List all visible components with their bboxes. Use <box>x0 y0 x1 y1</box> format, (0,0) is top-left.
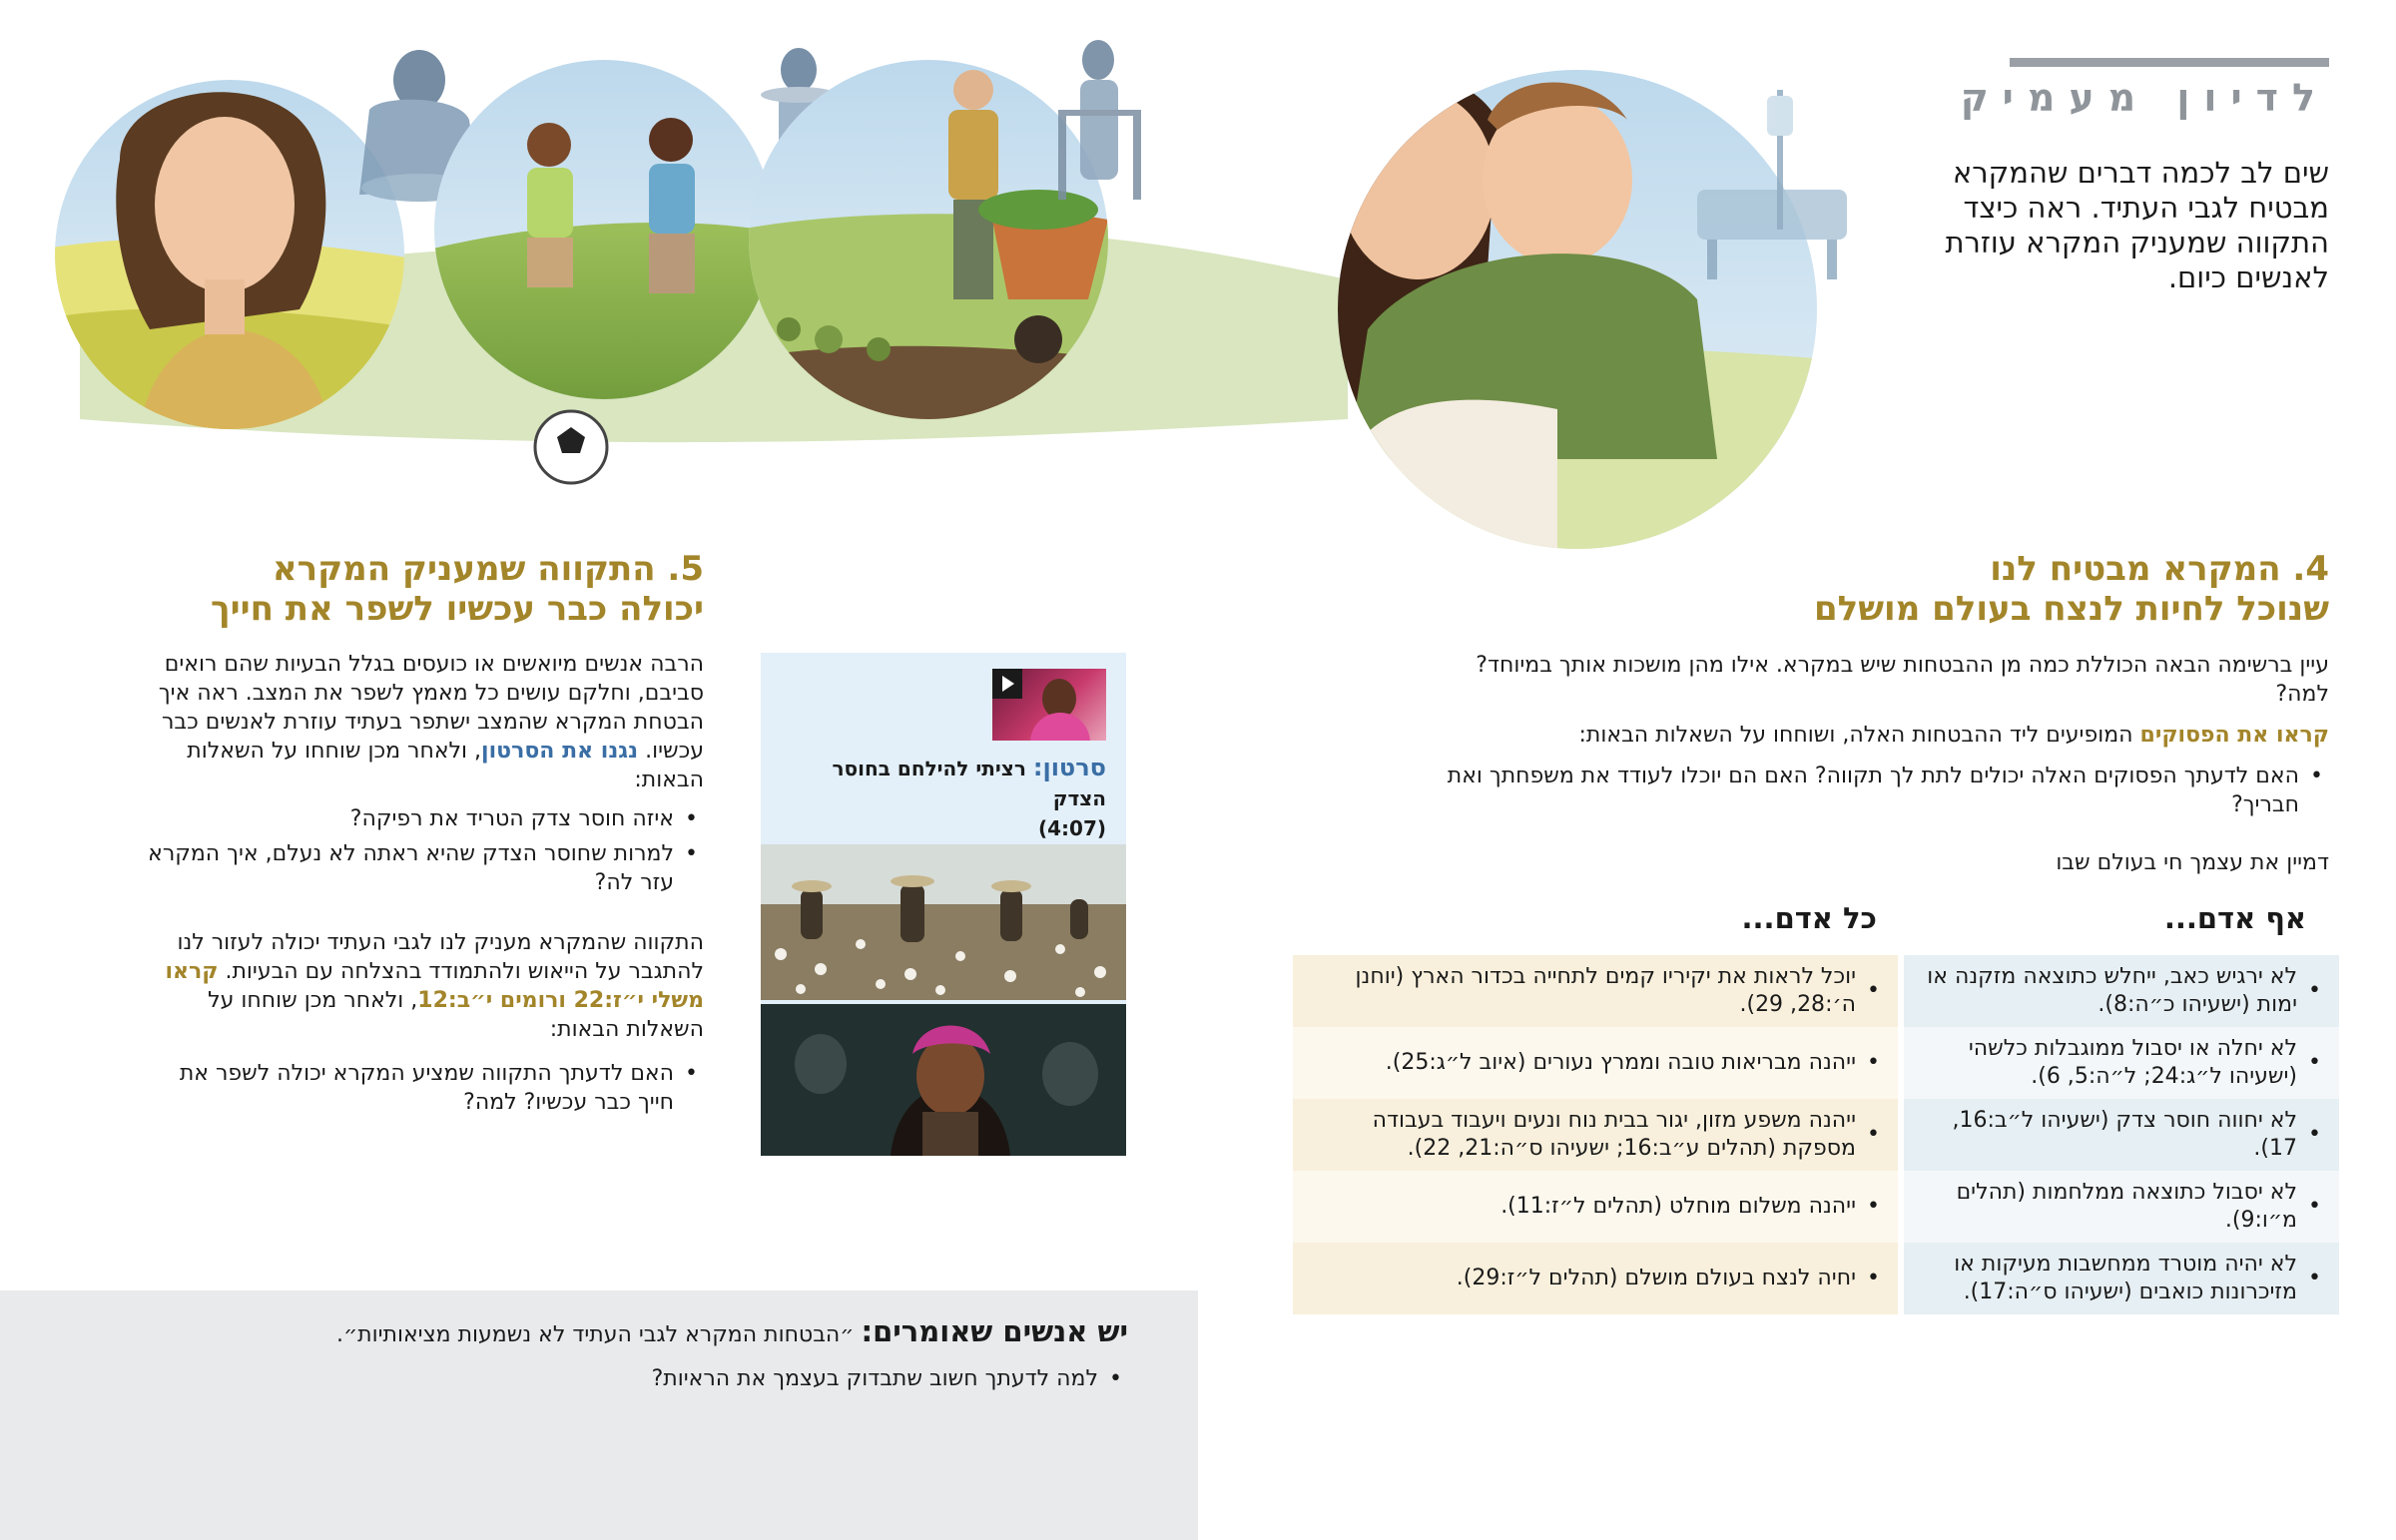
section-5-paragraph-1-start: הרבה אנשים מיואשים או כועסים בגלל הבעיות שהם רואים סביבם, וחלקם עושים כל מאמץ לשפר את המצב. ראה איך הבטחת המקרא שהמצב ישתפר בעתיד עוזרת לאנשים כבר עכשיו. <box>158 652 704 764</box>
section-4-heading <box>1431 549 2329 629</box>
some-people-say-text <box>80 1314 1128 1349</box>
table-row <box>1291 1171 2339 1243</box>
video-title-text: רציתי להילחם בחוסר הצדק <box>832 757 1106 810</box>
section-4-questions <box>1431 762 2329 819</box>
video-label: סרטון: <box>1032 754 1106 781</box>
table-row <box>1291 1027 2339 1099</box>
some-people-say-question: • למה לדעתך חשוב שתבדוק בעצמך את הראיות? <box>80 1364 1128 1393</box>
no-one-cell: • לא ירגיש כאב, ייחלש כתוצאה מזקנה או ימות (ישעיהו כ״ה:8). <box>1904 955 2339 1027</box>
section-5-question: • איזה חוסר צדק הטריד את רפיקה? <box>145 804 704 833</box>
section-4-heading-line2: שנוכל לחיות לנצח בעולם מושלם <box>1814 589 2329 629</box>
table-row <box>1291 1099 2339 1171</box>
everyone-cell: • ייהנה משפע מזון, יגור בבית נוח ונעים ויעבוד בעבודה מספקת (תהלים ע״ב:16; ישעיהו ס״ה:21, 22). <box>1293 1099 1898 1171</box>
page-title: לדיון מעמיק <box>1960 76 2329 120</box>
no-one-cell: • לא יהיה מוטרד ממחשבות מעיקות או מזיכרונות כואבים (ישעיהו ס״ה:17). <box>1904 1243 2339 1314</box>
everyone-cell: • יחיה לנצח בעולם מושלם (תהלים ל״ז:29). <box>1293 1243 1898 1314</box>
play-icon[interactable] <box>992 669 1022 699</box>
no-one-cell: • לא יסבול כתוצאה ממלחמות (תהלים מ״ו:9). <box>1904 1171 2339 1243</box>
title-rule <box>2010 58 2329 67</box>
play-video-link[interactable]: נגנו את הסרטון <box>481 739 639 764</box>
section-5-paragraph-2-end: , ולאחר מכן שוחחו על השאלות הבאות: <box>208 988 704 1042</box>
section-4-paragraph-1: עיין ברשימה הבאה הכוללת כמה מן ההבטחות שיש במקרא. אילו מהן מושכות אותך במיוחד? למה? <box>1476 653 2329 707</box>
section-5-heading <box>5 549 704 629</box>
no-one-cell: • לא יחלה או יסבול ממוגבלות כלשהי (ישעיהו ל״ג:24; ל״ה:5, 6). <box>1904 1027 2339 1099</box>
everyone-cell: • ייהנה משלום מוחלט (תהלים ל״ז:11). <box>1293 1171 1898 1243</box>
thumbnail-body <box>1030 713 1090 741</box>
section-5-question: • למרות שחוסר הצדק שהיא ראתה לא נעלם, איך המקרא עזר לה? <box>145 839 704 897</box>
section-4-heading-line1: 4. המקרא מבטיח לנו <box>1990 549 2329 589</box>
section-5-paragraph-1 <box>145 650 704 794</box>
some-people-say-quote: ״הבטחות המקרא לגבי העתיד לא נשמעות מציאותיות״. <box>335 1322 862 1347</box>
promises-table <box>1291 955 2339 1314</box>
section-5-questions-2 <box>145 1059 704 1117</box>
read-verses-highlight: קראו את הפסוקים <box>2139 723 2329 748</box>
section-4-paragraph-3: דמיין את עצמך חי בעולם שבו <box>2056 850 2329 875</box>
table-row <box>1291 955 2339 1027</box>
table-row <box>1291 1243 2339 1314</box>
everyone-cell: • יוכל לראות את יקיריו קמים לתחייה בכדור הארץ (יוחנן ה׳:28, 29). <box>1293 955 1898 1027</box>
section-5-question: • האם לדעתך התקווה שמציע המקרא יכולה לשפר את חייך כבר עכשיו? למה? <box>145 1059 704 1117</box>
video-title[interactable] <box>787 753 1106 843</box>
section-5-heading-line2: יכולה כבר עכשיו לשפר את חייך <box>210 589 704 629</box>
mother-hugging-child-image <box>1258 60 1827 559</box>
some-people-say-questions <box>80 1364 1128 1393</box>
section-5-paragraph-2 <box>145 928 704 1044</box>
no-one-cell: • לא יחווה חוסר צדק (ישעיהו ל״ב:16, 17). <box>1904 1099 2339 1171</box>
section-4-question: • האם לדעתך הפסוקים האלה יכולים לתת לך תקווה? האם הם יוכלו לעודד את משפחתך ואת חבריך? <box>1431 762 2329 819</box>
section-4-paragraph-2-rest: המופיעים ליד ההבטחות האלה, ושוחחו על השאלות הבאות: <box>1578 723 2140 748</box>
cotton-field-image <box>761 844 1126 1000</box>
column-heading-everyone: כל אדם... <box>1741 901 1877 935</box>
everyone-cell: • ייהנה מבריאות טובה וממרץ נעורים (איוב ל״ג:25). <box>1293 1027 1898 1099</box>
scripture-reference-link[interactable]: קראו משלי י״ז:22 ורומים י״ב:12 <box>165 959 704 1013</box>
section-4-paragraph-2 <box>1431 721 2329 750</box>
some-people-say-label: יש אנשים שאומרים: <box>861 1314 1128 1348</box>
section-5-paragraph-1-end: , ולאחר מכן שוחחו על השאלות הבאות: <box>187 739 704 792</box>
soccer-ball-icon <box>535 411 607 483</box>
smiling-woman-image <box>761 1004 1126 1156</box>
video-duration: (4:07) <box>1037 816 1106 840</box>
intro-text: שים לב לכמה דברים שהמקרא מבטיח לגבי העתיד. ראה כיצד התקווה שמעניק המקרא עוזרת לאנשים כיום. <box>1945 156 2329 294</box>
section-5-questions <box>145 804 704 897</box>
section-5-heading-line1: 5. התקווה שמעניק המקרא <box>272 549 704 589</box>
video-thumbnail[interactable] <box>992 669 1106 741</box>
section-5-paragraph-2-start: התקווה שהמקרא מעניק לנו לגבי העתיד יכולה לעזור לנו להתגבר על הייאוש ולהתמודד בהצלחה עם הבעיות. <box>177 930 704 984</box>
video-card[interactable] <box>761 653 1126 1156</box>
column-heading-no-one: אף אדם... <box>2163 901 2306 935</box>
